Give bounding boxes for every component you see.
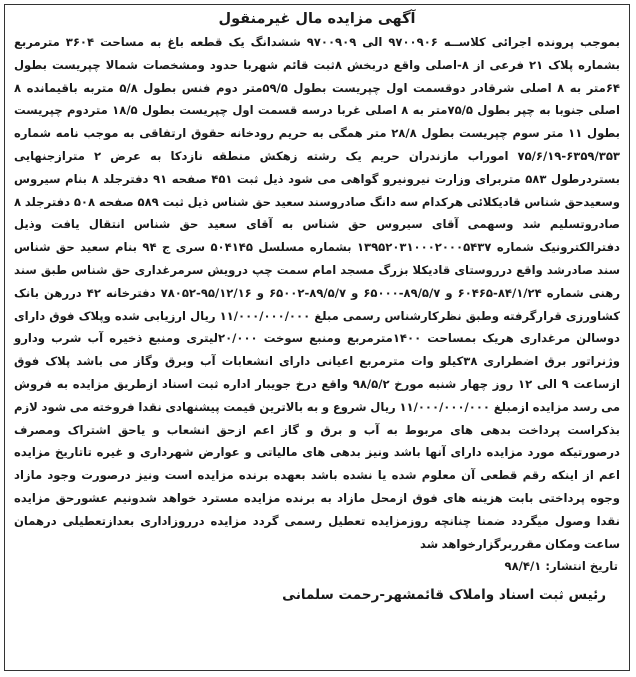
publish-date: تاریخ انتشار: ۹۸/۴/۱ [504,559,618,574]
auction-notice [4,4,630,671]
signature: رئیس ثبت اسناد واملاک قائمشهر-رحمت سلمانی [282,587,606,604]
notice-body: بموجب پرونده اجرائی کلاســه ۹۷۰۰۹۰۶ الی ۹۷۰۰۹۰۹ ششدانگ یک قطعه باغ به مساحت ۳۶۰۴ مترمربع بشماره پلاک ۲۱ فرعی از ۸-اصلی واقع دربخش ۸ثبت قائم شهربا حدود ومشخصات شمالا چپریست بطول ۶۴متر به ۸ اصلی شرقادر دوقسمت اول چپریست بطول ۵۹/۵متر دوم فنس بطول ۵/۸ متربه باقیمانده ۸ اصلی جنوبا به چپر بطول ۷۵/۵متر به ۸ اصلی غربا درسه قسمت اول چپریست بطول ۱۸/۵ متردوم چپریست بطول ۱۱ متر سوم چپریست بطول ۲۸/۸ متر همگی به حریم رودخانه حقوق ارتفاقی به موجب نامه شماره ۶۳۵۹/۳۵۳-۷۵/۶/۱۹ اموراب مازندران حریم یک رشته زهکش منطقه نازدکا به عرض ۲ مترازجنهایی بستردرطول ۵۸۳ متربرای وزارت نیرونیرو گواهی می شود ذیل ثبت ۴۵۱ صفحه ۹۱ دفترجلد ۸ بنام سیروس وسعیدحق شناس قادیکلائی هرکدام سه دانگ صادروسند سعید حق شناس ذیل ثبت ۵۸۹ صفحه ۵۰۸ دفترجلد ۸ صادروتسلیم شد وسهمی آقای سیروس حق شناس به آقای سعید حق شناس انتقال یافت وذیل دفترالکترونیک شماره ۱۳۹۵۲۰۳۱۰۰۰۲۰۰۰۵۴۳۷ بشماره مسلسل ۵۰۴۱۴۵ سری ج ۹۴ بنام سعید حق شناس سند صادرشد واقع درروستای قادیکلا بزرگ مسجد امام سمت چپ درویش سرمرغداری حق شناس طبق سند رهنی شماره ۸۴/۱/۲۴-۶۰۴۶۵ و ۸۹/۵/۷-۶۵۰۰۰ و ۸۹/۵/۷-۶۵۰۰۲ و ۹۵/۱۲/۱۶-۷۸۰۵۲ دفترخانه ۴۲ دررهن بانک کشاورزی قرارگرفته وطبق نظرکارشناس رسمی مبلغ ۱۱/۰۰۰/۰۰۰/۰۰۰ ریال ارزیابی شده وپلاک فوق دارای دوسالن مرغداری هریک بمساحت ۱۴۰۰مترمربع ومنبع سوخت ۲۰/۰۰۰لیتری ومنبع ذخیره آب شرب ودارو وژنراتور برق اضطراری ۳۸کیلو وات مترمربع اعیانی دارای انشعابات آب وبرق وگاز می باشد پلاک فوق ازساعت ۹ الی ۱۲ روز چهار شنبه مورخ ۹۸/۵/۲ واقع درخ جویبار اداره ثبت اسناد ازطریق مزایده به فروش می رسد مزایده ازمبلغ ۱۱/۰۰۰/۰۰۰/۰۰۰ ریال شروع و به بالاترین قیمت پیشنهادی نقدا فروخته می شود لازم بذکراست پرداخت بدهی های مربوط به آب و برق و گاز اعم ازحق انشعاب و یاحق اشتراک ومصرف درصورتیکه مورد مزایده دارای آنها باشد ونیز بدهی های مالیاتی و عوارض شهرداری و غیره تاتاریخ مزایده اعم از اینکه رقم قطعی آن معلوم شده یا نشده باشد بعهده برنده مزایده است ونیز درصورت وجود مازاد وجوه پرداختی بابت هزینه های فوق ازمحل مازاد به برنده مزایده مسترد خواهد شدونیم عشورحق مزایده نقدا وصول میگردد ضمنا چنانچه روزمزایده تعطیل رسمی گردد مزایده درروزاداری بعدازتعطیلی درهمان ساعت ومکان مقرربرگزارخواهد شد [14,35,621,551]
notice-title: آگهی مزایده مال غیرمنقول [218,11,416,27]
